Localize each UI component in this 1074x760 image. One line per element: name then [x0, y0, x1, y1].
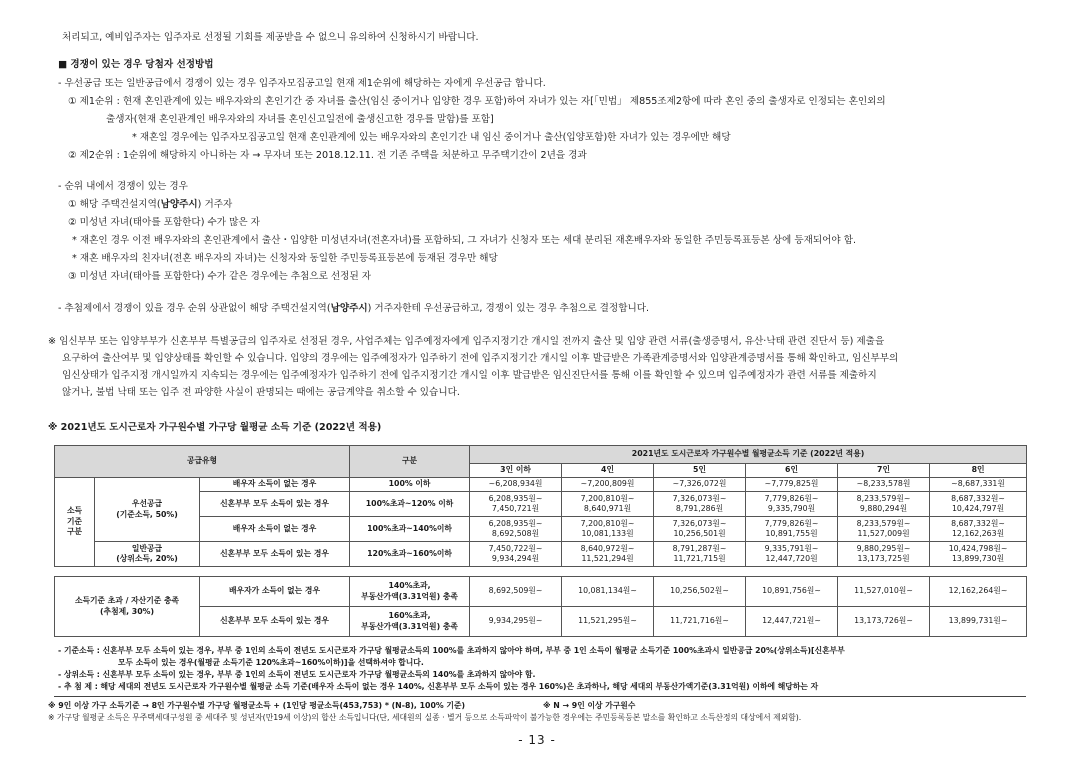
income-cell: ~7,779,825원 — [746, 478, 838, 492]
rank2-line: ② 제2순위 : 1순위에 해당하지 아니하는 자 → 무자녀 또는 2018.12.11. 전 기존 주택을 처분하고 무주택기간이 2년을 경과 — [68, 150, 587, 161]
lottery-pre: - 추첨제에서 경쟁이 있을 경우 순위 상관없이 해당 주택건설지역( — [58, 303, 331, 314]
page-number: - 13 - — [518, 733, 556, 747]
income-cell: 7,450,722원~ 9,934,294원 — [470, 542, 562, 567]
col-header-household-size: 5인 — [654, 464, 746, 478]
dual-income-label: 신혼부부 모두 소득이 있는 경우 — [200, 542, 350, 567]
income-cell: 9,934,295원~ — [470, 607, 562, 637]
income-cell: 13,899,731원~ — [930, 607, 1027, 637]
income-cell: 10,424,798원~ 13,899,730원 — [930, 542, 1027, 567]
bottom-note-n: ※ N → 9인 이상 가구원수 — [543, 701, 636, 710]
income-cell: 7,779,826원~ 9,335,790원 — [746, 492, 838, 517]
within-item-1-pre: ① 해당 주택건설지역( — [68, 199, 161, 210]
division-cell: 140%초과, 부동산가액(3.31억원) 충족 — [350, 577, 470, 607]
competition-intro: - 우선공급 또는 일반공급에서 경쟁이 있는 경우 입주자모집공고일 현재 제1순위에 해당하는 자에게 우선공급 합니다. — [58, 78, 546, 89]
income-cell: 7,779,826원~ 10,891,755원 — [746, 517, 838, 542]
within-rank-heading: - 순위 내에서 경쟁이 있는 경우 — [58, 181, 188, 192]
pregnancy-note-l1: ※ 임신부부 또는 입양부부가 신혼부부 특별공급의 입주자로 선정된 경우, 사업주체는 입주예정자에게 입주지정기간 개시일 전까지 출산 및 입양 관련 서류(출생증명서, 유산·낙태 관련 진단서 등) 제출을 — [48, 336, 885, 347]
dual-income-label: 신혼부부 모두 소득이 있는 경우 — [200, 607, 350, 637]
income-cell: 6,208,935원~ 8,692,508원 — [470, 517, 562, 542]
note-base-income-cont: 모두 소득이 있는 경우(월평균 소득기준 120%초과~160%이하)]을 선택하셔야 합니다. — [118, 658, 424, 667]
income-cell: 10,891,756원~ — [746, 577, 838, 607]
division-cell: 100% 이하 — [350, 478, 470, 492]
income-basis-label: 소득 기준 구분 — [55, 478, 95, 567]
within-item-1-region: 남양주시 — [160, 199, 198, 210]
income-cell: ~7,200,809원 — [562, 478, 654, 492]
priority-supply-label: 우선공급 (기준소득, 50%) — [95, 478, 200, 542]
intro-text: 처리되고, 예비입주자는 입주자로 선정될 기회를 제공받을 수 없으니 유의하여 신청하시기 바랍니다. — [62, 32, 479, 43]
income-cell: 9,335,791원~ 12,447,720원 — [746, 542, 838, 567]
section-heading-competition: ■ 경쟁이 있는 경우 당첨자 선정방법 — [58, 59, 214, 70]
income-cell: ~8,687,331원 — [930, 478, 1027, 492]
rank1-note: * 재혼일 경우에는 입주자모집공고일 현재 혼인관계에 있는 배우자와의 혼인기간 내 임신 중이거나 출산(입양포함)한 자녀가 있는 경우에만 해당 — [132, 132, 731, 143]
single-income-label: 배우자가 소득이 없는 경우 — [200, 577, 350, 607]
col-header-household-size: 7인 — [838, 464, 930, 478]
col-header-household-size: 6인 — [746, 464, 838, 478]
income-cell: 8,233,579원~ 11,527,009원 — [838, 517, 930, 542]
income-cell: 8,687,332원~ 10,424,797원 — [930, 492, 1027, 517]
income-cell: 13,173,726원~ — [838, 607, 930, 637]
income-cell: 8,692,509원~ — [470, 577, 562, 607]
income-cell: 9,880,295원~ 13,173,725원 — [838, 542, 930, 567]
col-header-income-group: 2021년도 도시근로자 가구원수별 월평균소득 기준 (2022년 적용) — [470, 446, 1027, 464]
division-cell: 160%초과, 부동산가액(3.31억원) 충족 — [350, 607, 470, 637]
income-criteria-table — [54, 445, 1027, 567]
income-cell: 12,447,721원~ — [746, 607, 838, 637]
division-cell: 120%초과~160%이하 — [350, 542, 470, 567]
col-header-household-size: 4인 — [562, 464, 654, 478]
income-cell: ~6,208,934원 — [470, 478, 562, 492]
pregnancy-note-l3: 임신상태가 입주지정 개시일까지 지속되는 경우에는 입주예정자가 입주하기 전에 입주지정기간 개시일 이후 발급받은 임신진단서를 통해 이를 확인할 수 있으며 입주예정자가 관련 서류를 제출하지 — [62, 370, 877, 381]
lottery-region: 남양주시 — [330, 303, 368, 314]
rank1-line2: 출생자(현재 혼인관계인 배우자와의 자녀를 혼인신고일전에 출생신고한 경우를 말함)를 포함] — [106, 114, 494, 125]
single-income-label: 배우자 소득이 없는 경우 — [200, 517, 350, 542]
col-header-division: 구분 — [350, 446, 470, 478]
income-cell: 8,687,332원~ 12,162,263원 — [930, 517, 1027, 542]
col-header-household-size: 8인 — [930, 464, 1027, 478]
col-header-supply-type: 공급유형 — [55, 446, 350, 478]
income-cell: 7,326,073원~ 10,256,501원 — [654, 517, 746, 542]
income-cell: ~8,233,578원 — [838, 478, 930, 492]
bottom-note-9plus: ※ 9인 이상 가구 소득기준 → 8인 가구원수별 가구당 월평균소득 + (1인당 평균소득(453,753) * (N-8), 100% 기준) — [48, 701, 466, 710]
within-item-3: ③ 미성년 자녀(태아를 포함한다) 수가 같은 경우에는 추첨으로 선정된 자 — [68, 271, 372, 282]
bottom-note-household-income: ※ 가구당 월평균 소득은 무주택세대구성원 중 세대주 및 성년자(만19세 이상)의 합산 소득입니다(단, 세대원의 실종 · 별거 등으로 소득파악이 불가능한 경우에는 주민등록등본 말소를 확인하고 소득산정의 대상에서 제외함). — [48, 713, 802, 722]
note-base-income: - 기준소득 : 신혼부부 모두 소득이 있는 경우, 부부 중 1인의 소득이 전년도 도시근로자 가구당 월평균소득의 100%를 초과하지 않아야 하며, 부부 중 1인 소득이 월평균 소득기준 100%초과시 일반공급 20%(상위소득)[신혼부부 — [58, 646, 845, 655]
col-header-household-size: 3인 이하 — [470, 464, 562, 478]
income-cell: 11,521,295원~ — [562, 607, 654, 637]
division-cell: 100%초과~140%이하 — [350, 517, 470, 542]
within-item-1-post: ) 거주자 — [197, 199, 233, 210]
within-item-1 — [68, 198, 232, 211]
lottery-line — [58, 302, 649, 315]
pregnancy-note-l2: 요구하여 출산여부 및 입양상태를 확인할 수 있습니다. 입양의 경우에는 입주예정자가 입주하기 전에 입주지정기간 개시일 이후 발급받은 가족관계증명서와 입양관계증명서를 통해 확인하고, 임신부부의 — [62, 353, 899, 364]
income-cell: 8,233,579원~ 9,880,294원 — [838, 492, 930, 517]
income-cell: 10,256,502원~ — [654, 577, 746, 607]
dual-income-label: 신혼부부 모두 소득이 있는 경우 — [200, 492, 350, 517]
remarriage-note-1: * 재혼인 경우 이전 배우자와의 혼인관계에서 출산・입양한 미성년자녀(전혼자녀)를 포함하되, 그 자녀가 신청자 또는 세대 분리된 재혼배우자와 동일한 주민등록표등본 상에 등재되어야 함. — [72, 235, 857, 246]
income-criteria-table-excess — [54, 576, 1027, 637]
within-item-2: ② 미성년 자녀(태아를 포함한다) 수가 많은 자 — [68, 217, 260, 228]
rank1-line1: ① 제1순위 : 현재 혼인관계에 있는 배우자와의 혼인기간 중 자녀를 출산(임신 중이거나 입양한 경우 포함)하여 자녀가 있는 자[「민법」 제855조제2항에 따라 혼인 중의 출생자로 인정되는 혼인외의 — [68, 96, 886, 107]
note-lottery: - 추 첨 제 : 해당 세대의 전년도 도시근로자 가구원수별 월평균 소득 기준(배우자 소득이 없는 경우 140%, 신혼부부 모두 소득이 있는 경우 160%)은 초과하나, 해당 세대의 부동산가액기준(3.31억원) 이하에 해당하는 자 — [58, 682, 819, 691]
remarriage-note-2: * 재혼 배우자의 친자녀(전혼 배우자의 자녀)는 신청자와 동일한 주민등록표등본에 등재된 경우만 해당 — [72, 253, 498, 264]
income-cell: ~7,326,072원 — [654, 478, 746, 492]
lottery-post: ) 거주자한테 우선공급하고, 경쟁이 있는 경우 추첨으로 결정합니다. — [367, 303, 650, 314]
division-cell: 100%초과~120% 이하 — [350, 492, 470, 517]
income-cell: 11,527,010원~ — [838, 577, 930, 607]
income-cell: 12,162,264원~ — [930, 577, 1027, 607]
pregnancy-note-l4: 않거나, 불법 낙태 또는 입주 전 파양한 사실이 판명되는 때에는 공급계약을 취소할 수 있습니다. — [62, 387, 460, 398]
income-table-heading: ※ 2021년도 도시근로자 가구원수별 가구당 월평균 소득 기준 (2022년 적용) — [48, 422, 382, 433]
income-cell: 11,721,716원~ — [654, 607, 746, 637]
income-cell: 7,200,810원~ 10,081,133원 — [562, 517, 654, 542]
note-upper-income: - 상위소득 : 신혼부부 모두 소득이 있는 경우, 부부 중 1인의 소득이 전년도 도시근로자 가구당 월평균소득의 140%를 초과하지 않아야 함. — [58, 670, 536, 679]
general-supply-label: 일반공급 (상위소득, 20%) — [95, 542, 200, 567]
lottery-supply-label: 소득기준 초과 / 자산기준 충족 (추첨제, 30%) — [55, 577, 200, 637]
divider — [54, 696, 1026, 697]
income-cell: 8,791,287원~ 11,721,715원 — [654, 542, 746, 567]
single-income-label: 배우자 소득이 없는 경우 — [200, 478, 350, 492]
income-cell: 10,081,134원~ — [562, 577, 654, 607]
income-cell: 6,208,935원~ 7,450,721원 — [470, 492, 562, 517]
income-cell: 8,640,972원~ 11,521,294원 — [562, 542, 654, 567]
income-cell: 7,200,810원~ 8,640,971원 — [562, 492, 654, 517]
income-cell: 7,326,073원~ 8,791,286원 — [654, 492, 746, 517]
